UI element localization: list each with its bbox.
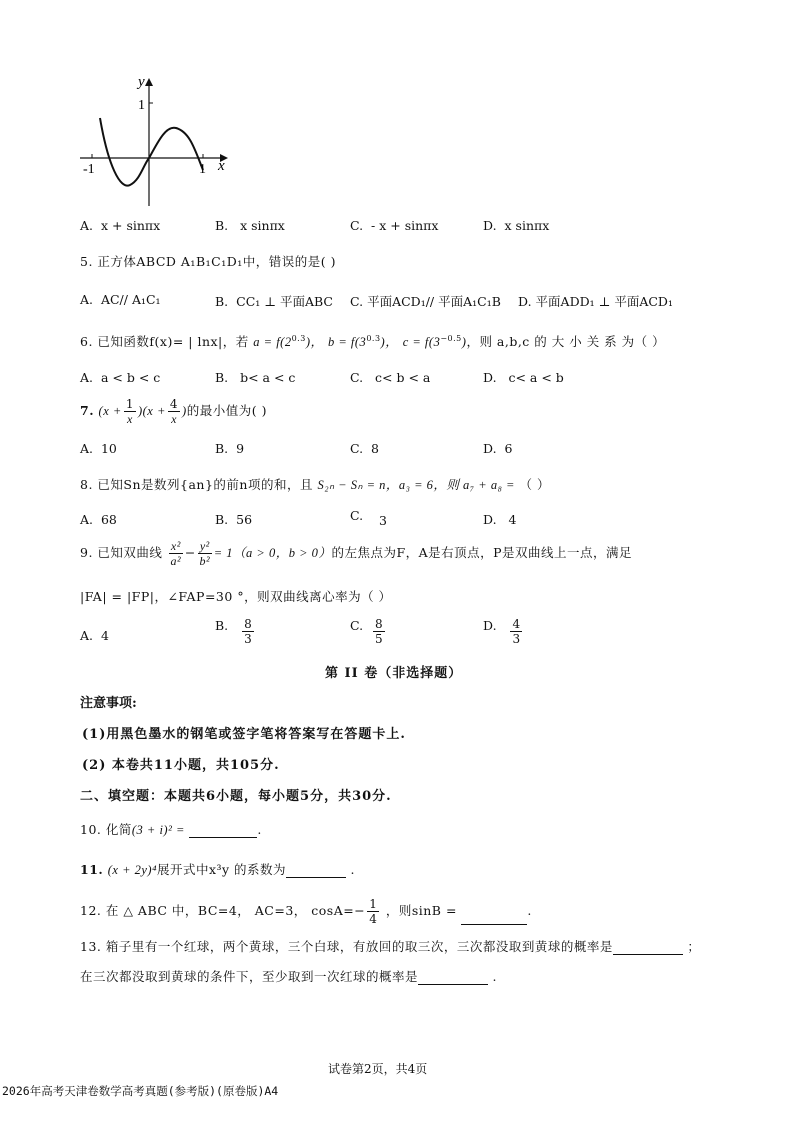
q9-option-b: B. $\frac{8}{3}$: [215, 617, 252, 646]
q6-option-d: D. c< a < b: [483, 370, 564, 385]
section2-title: 第 II 卷（非选择题）: [325, 666, 463, 681]
q6-option-b: B. b< a < c: [215, 370, 296, 385]
q11: 11. (x + 2y)⁴展开式中x³y 的系数为 .: [80, 862, 356, 877]
notice-item-1: (1)用黑色墨水的钢笔或签字笔将答案写在答题卡上.: [82, 727, 406, 742]
q7-option-d: D. 6: [483, 441, 513, 456]
q12-answer-blank[interactable]: [461, 910, 527, 925]
q8-option-b: B. 56: [215, 512, 253, 527]
notice-item-2: (2) 本卷共11小题，共105分.: [82, 758, 280, 773]
q8-stem: 8. 已知Sn是数列{an}的前n项的和，且 S₂ₙ − Sₙ = n，a₃ = 6，则 a₇ + a₈ = （ ）: [80, 477, 550, 492]
q5-option-c: C. 平面ACD₁// 平面A₁C₁B: [350, 294, 501, 309]
q6-option-c: C. c< b < a: [350, 370, 431, 385]
q5-stem: 5. 正方体ABCD A₁B₁C₁D₁中，错误的是( ): [80, 254, 336, 269]
q6-stem: 6. 已知函数f(x)= | lnx|，若 $a = f(2^{0.3})$， $b = f(3^{0.3})$， $c = f(3^{-0.5})$，则 a,b,c 的 大 小 关 系 为（ ）: [80, 333, 666, 349]
q11-answer-blank[interactable]: [286, 863, 346, 878]
q9-option-c: C. $\frac{8}{5}$: [350, 617, 383, 646]
y-tick-label: 1: [138, 98, 145, 113]
q10: 10. 化简(3 + i)² = .: [80, 822, 262, 837]
page-footer: 试卷第2页，共4页: [328, 1062, 428, 1076]
function-graph: [70, 70, 240, 210]
q5-option-a: A. AC// A₁C₁: [80, 292, 161, 307]
document-footer: 2026年高考天津卷数学高考真题(参考版)(原卷版)A4: [2, 1084, 279, 1098]
y-axis-label: y: [138, 74, 145, 90]
q8-option-c: C. 3: [350, 508, 387, 528]
q7-option-a: A. 10: [80, 441, 117, 456]
q8-option-d: D. 4: [483, 512, 517, 527]
q7-option-c: C. 8: [350, 441, 379, 456]
q5-option-d: D. 平面ADD₁ ⊥ 平面ACD₁: [518, 294, 673, 309]
q9-option-d: D. $\frac{4}{3}$: [483, 617, 521, 646]
q4-option-d: D. x sinπx: [483, 218, 550, 233]
x-tick-neg-label: -1: [83, 162, 95, 177]
q7-stem: 7. (x + $\frac{1}{x}$ )(x + $\frac{4}{x}$ )的最小值为( ): [80, 397, 267, 426]
q13-answer-blank-2[interactable]: [418, 970, 488, 985]
q13-line2: 在三次都没取到黄球的条件下，至少取到一次红球的概率是 .: [80, 969, 497, 984]
q13-line1: 13. 箱子里有一个红球，两个黄球，三个白球，有放回的取三次，三次都没取到黄球的概率是 ；: [80, 939, 701, 954]
q5-option-b: B. CC₁ ⊥ 平面ABC: [215, 294, 333, 309]
q4-option-c: C. - x + sinπx: [350, 218, 439, 233]
q9-stem: 9. 已知双曲线 $\frac{\text{x²}}{\text{a²}}$ − $\frac{\text{y²}}{\text{b²}}$ = 1（a > 0，b > 0）的左焦点为F，A是右顶点，P是双曲线上一点，满足: [80, 539, 633, 568]
q12: 12. 在 △ ABC 中，BC=4， AC=3， cosA=− $\frac{1}{4}$ ，则sinB = .: [80, 897, 532, 926]
q4-option-a: A. x + sinπx: [80, 218, 161, 233]
x-tick-pos-label: 1: [199, 162, 206, 177]
q7-option-b: B. 9: [215, 441, 245, 456]
y-axis-arrow: [145, 78, 153, 86]
q6-option-a: A. a < b < c: [80, 370, 161, 385]
part2-heading: 二、填空题：本题共6小题，每小题5分，共30分.: [80, 789, 392, 804]
function-curve: [100, 118, 203, 186]
q13-answer-blank-1[interactable]: [613, 940, 683, 955]
notice-title: 注意事项:: [80, 696, 137, 711]
q8-option-a: A. 68: [80, 512, 117, 527]
q9-option-a: A. 4: [80, 628, 109, 643]
q4-option-b: B. x sinπx: [215, 218, 285, 233]
q9-line2: |FA| = |FP|，∠FAP=30 °，则双曲线离心率为（ ）: [80, 589, 392, 604]
x-axis-label: x: [218, 158, 225, 174]
q10-answer-blank[interactable]: [189, 823, 257, 838]
